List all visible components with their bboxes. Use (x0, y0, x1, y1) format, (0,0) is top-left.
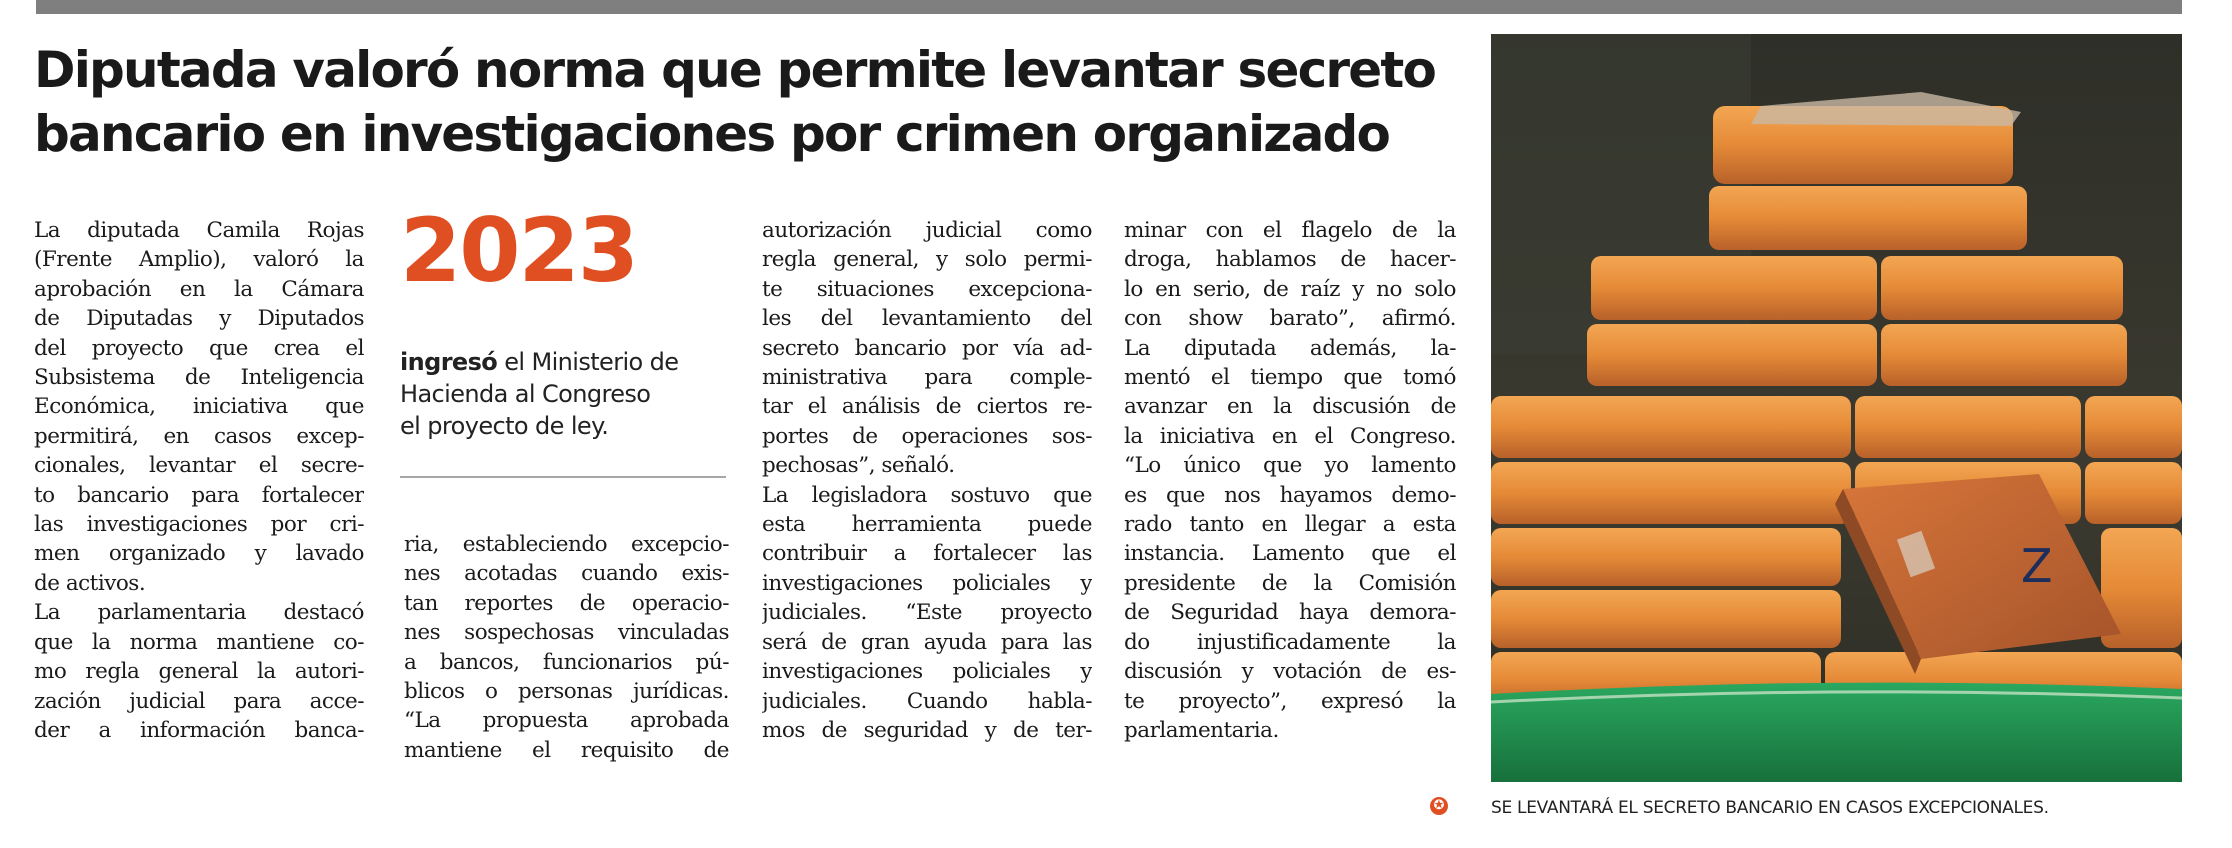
article-photo (1491, 34, 2182, 782)
body-line: pechosas”, señaló. (762, 453, 955, 479)
package-marker: Z (2021, 539, 2053, 593)
body-line: judiciales. “Este proyecto (762, 600, 1092, 626)
body-line: contribuir a fortalecer las (762, 541, 1092, 567)
body-line: secreto bancario por vía ad- (762, 335, 1092, 361)
body-line: minar con el flagelo de la (1124, 218, 1456, 243)
body-line: la iniciativa en el Congreso. (1124, 423, 1456, 449)
body-line: La parlamentaria destacó (34, 600, 364, 626)
body-line: La diputada además, la- (1124, 335, 1456, 361)
body-column-1 (34, 216, 364, 745)
body-line: tar el análisis de ciertos re- (762, 394, 1092, 420)
body-line: La diputada Camila Rojas (34, 218, 364, 243)
body-line: avanzar en la discusión de (1124, 394, 1456, 420)
body-line: “La propuesta aprobada (404, 708, 729, 734)
body-line: presidente de la Comisión (1124, 570, 1456, 596)
headline (34, 38, 1474, 166)
body-line: regla general, y solo permi- (762, 247, 1092, 273)
factoid-line-1 (400, 346, 730, 378)
body-line: Subsistema de Inteligencia (34, 365, 364, 391)
body-line: te proyecto”, expresó la (1124, 688, 1456, 714)
body-line: to bancario para fortalecer (34, 482, 364, 508)
body-line: zación judicial para acce- (34, 688, 364, 714)
body-line: rado tanto en llegar a esta (1124, 512, 1456, 538)
body-line: que la norma mantiene co- (34, 629, 364, 655)
body-line: ministrativa para comple- (762, 365, 1092, 391)
factoid-strong: ingresó (400, 348, 498, 376)
body-line: les del levantamiento del (762, 306, 1092, 332)
body-column-2 (404, 530, 729, 765)
body-line: Económica, iniciativa que (34, 394, 364, 420)
body-line: tan reportes de operacio- (404, 590, 729, 616)
drug-packages-illustration (1491, 34, 2182, 782)
body-line: mos de seguridad y de ter- (762, 717, 1092, 743)
body-line: droga, hablamos de hacer- (1124, 247, 1456, 273)
body-line: de Seguridad haya demora- (1124, 600, 1456, 626)
body-line: esta herramienta puede (762, 512, 1092, 538)
body-line: men organizado y lavado (34, 541, 364, 567)
end-of-article-icon: ✪ (1430, 797, 1448, 815)
photo-caption: SE LEVANTARÁ EL SECRETO BANCARIO EN CASOS EXCEPCIONALES. (1491, 798, 2049, 818)
factoid-rest: el Ministerio de (497, 348, 679, 376)
body-line: blicos o personas jurídicas. (404, 679, 729, 705)
body-line: do injustificadamente la (1124, 629, 1456, 655)
factoid-text (400, 346, 730, 442)
body-line: nes acotadas cuando exis- (404, 561, 729, 587)
body-line: a bancos, funcionarios pú- (404, 649, 729, 675)
body-line: ria, estableciendo excepcio- (404, 532, 729, 557)
body-line: las investigaciones por cri- (34, 512, 364, 538)
body-line: autorización judicial como (762, 218, 1092, 243)
body-line: mo regla general la autori- (34, 659, 364, 685)
body-line: de Diputadas y Diputados (34, 306, 364, 332)
top-rule (36, 0, 2182, 14)
headline-line-1: Diputada valoró norma que permite levantar secreto (34, 41, 1436, 99)
body-line: permitirá, en casos excep- (34, 423, 364, 449)
body-line: es que nos hayamos demo- (1124, 482, 1456, 508)
factoid-line-3: el proyecto de ley. (400, 412, 609, 440)
body-line: cionales, levantar el secre- (34, 453, 364, 479)
body-line: La legisladora sostuvo que (762, 482, 1092, 508)
body-column-4 (1124, 216, 1456, 745)
body-line: portes de operaciones sos- (762, 423, 1092, 449)
headline-line-2: bancario en investigaciones por crimen organizado (34, 105, 1390, 163)
body-line: parlamentaria. (1124, 717, 1279, 743)
body-line: investigaciones policiales y (762, 570, 1092, 596)
body-line: instancia. Lamento que el (1124, 541, 1456, 567)
body-line: lo en serio, de raíz y no solo (1124, 276, 1456, 302)
body-line: con show barato”, afirmó. (1124, 306, 1456, 332)
body-line: aprobación en la Cámara (34, 276, 364, 302)
body-line: der a información banca- (34, 717, 364, 743)
body-line: de activos. (34, 570, 146, 596)
body-line: será de gran ayuda para las (762, 629, 1092, 655)
factoid-divider (400, 476, 726, 478)
body-line: mantiene el requisito de (404, 737, 729, 763)
body-line: investigaciones policiales y (762, 659, 1092, 685)
body-line: nes sospechosas vinculadas (404, 620, 729, 646)
body-line: judiciales. Cuando habla- (762, 688, 1092, 714)
body-line: te situaciones excepciona- (762, 276, 1092, 302)
body-line: (Frente Amplio), valoró la (34, 247, 364, 273)
factoid-number: 2023 (400, 199, 637, 302)
body-line: discusión y votación de es- (1124, 659, 1456, 685)
body-line: “Lo único que yo lamento (1124, 453, 1456, 479)
factoid-line-2: Hacienda al Congreso (400, 380, 651, 408)
body-line: mentó el tiempo que tomó (1124, 365, 1456, 391)
body-line: del proyecto que crea el (34, 335, 364, 361)
body-column-3 (762, 216, 1092, 745)
